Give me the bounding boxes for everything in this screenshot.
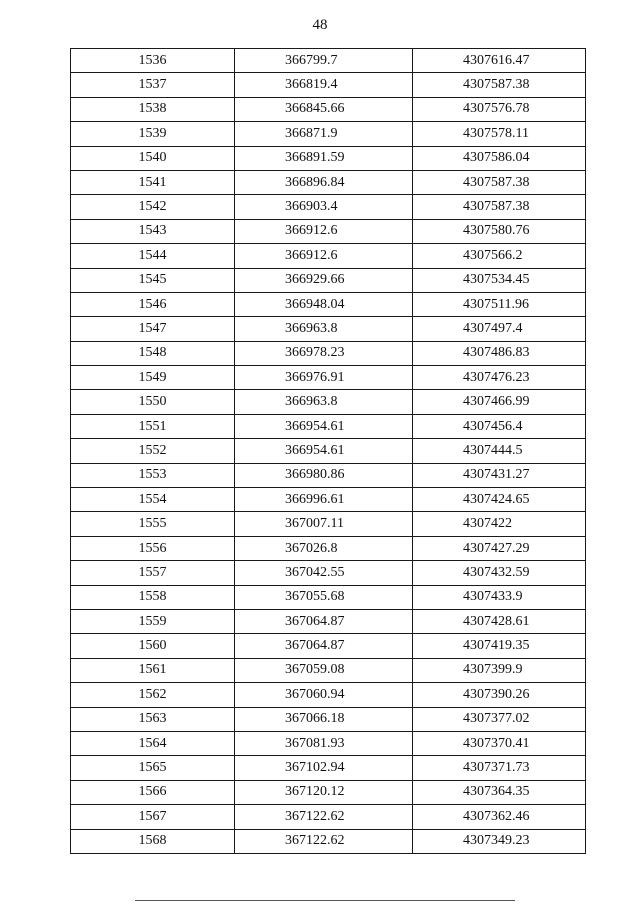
y-coordinate-cell: 4307424.65 (413, 488, 586, 512)
point-number-cell: 1562 (71, 683, 235, 707)
table-row (71, 561, 586, 585)
table-row (71, 707, 586, 731)
point-number-cell: 1549 (71, 366, 235, 390)
y-coordinate-cell: 4307371.73 (413, 756, 586, 780)
y-coordinate-cell: 4307377.02 (413, 707, 586, 731)
table-row (71, 805, 586, 829)
table-row (71, 585, 586, 609)
x-coordinate-cell: 367122.62 (235, 829, 413, 853)
y-coordinate-cell: 4307399.9 (413, 658, 586, 682)
y-coordinate-cell: 4307433.9 (413, 585, 586, 609)
x-coordinate-cell: 367026.8 (235, 536, 413, 560)
table-row (71, 488, 586, 512)
table-row (71, 170, 586, 194)
x-coordinate-cell: 366980.86 (235, 463, 413, 487)
point-number-cell: 1554 (71, 488, 235, 512)
table-row (71, 463, 586, 487)
point-number-cell: 1553 (71, 463, 235, 487)
point-number-cell: 1555 (71, 512, 235, 536)
table-row (71, 683, 586, 707)
y-coordinate-cell: 4307486.83 (413, 341, 586, 365)
y-coordinate-cell: 4307578.11 (413, 122, 586, 146)
table-row (71, 219, 586, 243)
point-number-cell: 1568 (71, 829, 235, 853)
table-row (71, 268, 586, 292)
coordinates-table (70, 48, 586, 854)
y-coordinate-cell: 4307566.2 (413, 244, 586, 268)
point-number-cell: 1564 (71, 731, 235, 755)
y-coordinate-cell: 4307534.45 (413, 268, 586, 292)
table-row (71, 756, 586, 780)
y-coordinate-cell: 4307427.29 (413, 536, 586, 560)
point-number-cell: 1560 (71, 634, 235, 658)
y-coordinate-cell: 4307431.27 (413, 463, 586, 487)
table-row (71, 122, 586, 146)
x-coordinate-cell: 367059.08 (235, 658, 413, 682)
point-number-cell: 1539 (71, 122, 235, 146)
y-coordinate-cell: 4307349.23 (413, 829, 586, 853)
table-row (71, 244, 586, 268)
x-coordinate-cell: 367064.87 (235, 634, 413, 658)
y-coordinate-cell: 4307422 (413, 512, 586, 536)
y-coordinate-cell: 4307511.96 (413, 292, 586, 316)
page-number: 48 (312, 17, 328, 33)
table-row (71, 439, 586, 463)
point-number-cell: 1541 (71, 170, 235, 194)
point-number-cell: 1538 (71, 97, 235, 121)
x-coordinate-cell: 366963.8 (235, 317, 413, 341)
y-coordinate-cell: 4307364.35 (413, 780, 586, 804)
x-coordinate-cell: 366903.4 (235, 195, 413, 219)
table-row (71, 658, 586, 682)
x-coordinate-cell: 366976.91 (235, 366, 413, 390)
x-coordinate-cell: 367120.12 (235, 780, 413, 804)
point-number-cell: 1544 (71, 244, 235, 268)
y-coordinate-cell: 4307576.78 (413, 97, 586, 121)
x-coordinate-cell: 366929.66 (235, 268, 413, 292)
y-coordinate-cell: 4307497.4 (413, 317, 586, 341)
x-coordinate-cell: 367060.94 (235, 683, 413, 707)
point-number-cell: 1556 (71, 536, 235, 560)
y-coordinate-cell: 4307428.61 (413, 609, 586, 633)
point-number-cell: 1558 (71, 585, 235, 609)
x-coordinate-cell: 366912.6 (235, 219, 413, 243)
point-number-cell: 1557 (71, 561, 235, 585)
x-coordinate-cell: 367122.62 (235, 805, 413, 829)
x-coordinate-cell: 366978.23 (235, 341, 413, 365)
x-coordinate-cell: 367066.18 (235, 707, 413, 731)
point-number-cell: 1551 (71, 414, 235, 438)
point-number-cell: 1550 (71, 390, 235, 414)
x-coordinate-cell: 367064.87 (235, 609, 413, 633)
table-row (71, 780, 586, 804)
table-row (71, 317, 586, 341)
table-row (71, 609, 586, 633)
table-row (71, 390, 586, 414)
table-row (71, 536, 586, 560)
x-coordinate-cell: 366845.66 (235, 97, 413, 121)
x-coordinate-cell: 367102.94 (235, 756, 413, 780)
point-number-cell: 1548 (71, 341, 235, 365)
y-coordinate-cell: 4307370.41 (413, 731, 586, 755)
y-coordinate-cell: 4307432.59 (413, 561, 586, 585)
point-number-cell: 1561 (71, 658, 235, 682)
x-coordinate-cell: 367042.55 (235, 561, 413, 585)
x-coordinate-cell: 367055.68 (235, 585, 413, 609)
y-coordinate-cell: 4307444.5 (413, 439, 586, 463)
x-coordinate-cell: 366871.9 (235, 122, 413, 146)
table-row (71, 195, 586, 219)
y-coordinate-cell: 4307362.46 (413, 805, 586, 829)
x-coordinate-cell: 366912.6 (235, 244, 413, 268)
x-coordinate-cell: 366799.7 (235, 49, 413, 73)
table-row (71, 829, 586, 853)
table-row (71, 49, 586, 73)
page-bottom-rule (135, 900, 515, 901)
table-row (71, 414, 586, 438)
x-coordinate-cell: 366954.61 (235, 414, 413, 438)
x-coordinate-cell: 366819.4 (235, 73, 413, 97)
table-row (71, 146, 586, 170)
point-number-cell: 1552 (71, 439, 235, 463)
y-coordinate-cell: 4307419.35 (413, 634, 586, 658)
point-number-cell: 1536 (71, 49, 235, 73)
point-number-cell: 1543 (71, 219, 235, 243)
x-coordinate-cell: 366996.61 (235, 488, 413, 512)
point-number-cell: 1542 (71, 195, 235, 219)
point-number-cell: 1547 (71, 317, 235, 341)
point-number-cell: 1566 (71, 780, 235, 804)
table-row (71, 97, 586, 121)
point-number-cell: 1563 (71, 707, 235, 731)
x-coordinate-cell: 366948.04 (235, 292, 413, 316)
table-row (71, 366, 586, 390)
y-coordinate-cell: 4307456.4 (413, 414, 586, 438)
point-number-cell: 1540 (71, 146, 235, 170)
y-coordinate-cell: 4307476.23 (413, 366, 586, 390)
table-row (71, 731, 586, 755)
point-number-cell: 1545 (71, 268, 235, 292)
y-coordinate-cell: 4307580.76 (413, 219, 586, 243)
y-coordinate-cell: 4307466.99 (413, 390, 586, 414)
x-coordinate-cell: 367007.11 (235, 512, 413, 536)
y-coordinate-cell: 4307587.38 (413, 73, 586, 97)
point-number-cell: 1567 (71, 805, 235, 829)
table-row (71, 73, 586, 97)
y-coordinate-cell: 4307587.38 (413, 195, 586, 219)
coordinates-table-body (71, 49, 586, 854)
point-number-cell: 1565 (71, 756, 235, 780)
x-coordinate-cell: 366896.84 (235, 170, 413, 194)
x-coordinate-cell: 366954.61 (235, 439, 413, 463)
y-coordinate-cell: 4307616.47 (413, 49, 586, 73)
x-coordinate-cell: 366963.8 (235, 390, 413, 414)
table-row (71, 634, 586, 658)
x-coordinate-cell: 367081.93 (235, 731, 413, 755)
table-row (71, 292, 586, 316)
y-coordinate-cell: 4307390.26 (413, 683, 586, 707)
table-row (71, 512, 586, 536)
y-coordinate-cell: 4307586.04 (413, 146, 586, 170)
point-number-cell: 1559 (71, 609, 235, 633)
point-number-cell: 1537 (71, 73, 235, 97)
table-row (71, 341, 586, 365)
x-coordinate-cell: 366891.59 (235, 146, 413, 170)
y-coordinate-cell: 4307587.38 (413, 170, 586, 194)
point-number-cell: 1546 (71, 292, 235, 316)
